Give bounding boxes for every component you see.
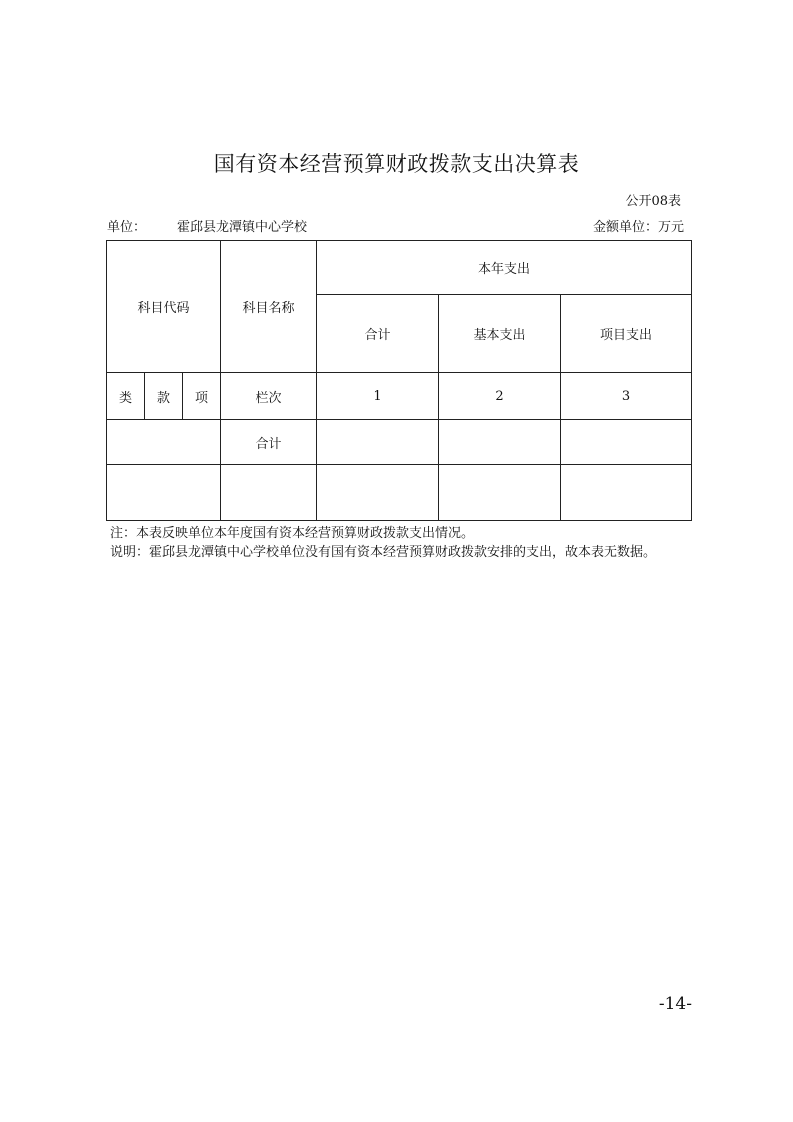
- header-row-1: [107, 241, 692, 295]
- empty-row-project-cell: [561, 465, 692, 521]
- unit-label: 单位：: [107, 220, 147, 235]
- amount-unit: 金额单位：万元: [592, 220, 684, 235]
- column-number-1: 1: [317, 373, 439, 420]
- column-number-2: 2: [439, 373, 561, 420]
- unit-value: 霍邱县龙潭镇中心学校: [177, 220, 308, 235]
- total-row: [107, 420, 692, 465]
- header-basic-expense: 基本支出: [439, 295, 561, 373]
- total-row-code-cell: [107, 420, 221, 465]
- total-row-project-cell: [561, 420, 692, 465]
- form-number: 公开08表: [625, 194, 681, 209]
- total-row-basic-cell: [439, 420, 561, 465]
- empty-row-basic-cell: [439, 465, 561, 521]
- header-xiang: 项: [183, 373, 221, 420]
- header-kuan: 款: [145, 373, 183, 420]
- header-subject-code: 科目代码: [107, 241, 221, 373]
- header-current-year-expense: 本年支出: [317, 241, 692, 295]
- total-row-sum-cell: [317, 420, 439, 465]
- table-note: 注：本表反映单位本年度国有资本经营预算财政拨款支出情况。: [110, 526, 475, 541]
- header-project-expense: 项目支出: [561, 295, 692, 373]
- page-number: -14-: [658, 994, 692, 1014]
- empty-row-sum-cell: [317, 465, 439, 521]
- expense-table: [106, 240, 692, 521]
- header-lei: 类: [107, 373, 145, 420]
- total-row-label: 合计: [221, 420, 317, 465]
- header-total: 合计: [317, 295, 439, 373]
- column-order-label: 栏次: [221, 373, 317, 420]
- empty-row-name-cell: [221, 465, 317, 521]
- table-explanation: 说明：霍邱县龙潭镇中心学校单位没有国有资本经营预算财政拨款安排的支出，故本表无数据。: [110, 545, 657, 560]
- empty-row: [107, 465, 692, 521]
- page-title: 国有资本经营预算财政拨款支出决算表: [213, 152, 580, 176]
- header-subject-name: 科目名称: [221, 241, 317, 373]
- empty-row-code-cell: [107, 465, 221, 521]
- column-order-row: [107, 373, 692, 420]
- column-number-3: 3: [561, 373, 692, 420]
